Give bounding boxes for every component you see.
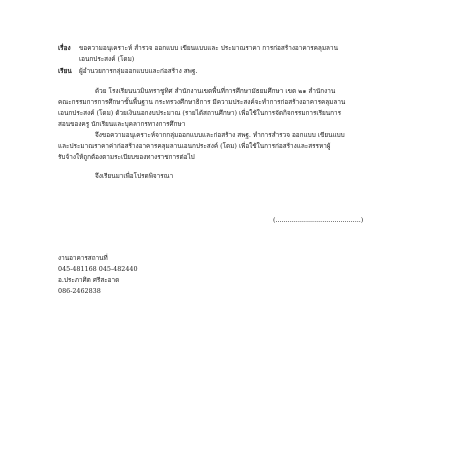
subject-label: เรื่อง bbox=[58, 44, 71, 52]
office-phone: 045-481168 045-482440 bbox=[58, 265, 138, 273]
paragraph-line: สอนของครู นักเรียนและบุคลากรทางการศึกษา bbox=[58, 120, 186, 128]
contact-phone: 086-2462838 bbox=[58, 287, 101, 295]
contact-name: อ.ประภาศิต ศรีสะอาด bbox=[58, 276, 120, 284]
subject-text: ขอความอนุเคราะห์ สำรวจ ออกแบบ เขียนแบบและ ประมาณราคา การก่อสร้างอาคารคลุมลาน bbox=[79, 44, 338, 52]
paragraph-line: เอนกประสงค์ (โดม) ด้วยเงินนอกงบประมาณ (รายได้สถานศึกษา) เพื่อใช้ในการจัดกิจกรรมการเรียนการ bbox=[58, 109, 342, 117]
paragraph-line: จึงขอความอนุเคราะห์จากกลุ่มออกแบบและก่อสร้าง สพฐ. ทำการสำรวจ ออกแบบ เขียนแบบ bbox=[95, 131, 345, 139]
office-name: งานอาคารสถานที่ bbox=[58, 254, 108, 262]
subject-text-cont: เอนกประสงค์ (โดม) bbox=[79, 55, 135, 63]
closing-line: จึงเรียนมาเพื่อโปรดพิจารณา bbox=[95, 172, 174, 180]
to-text: ผู้อำนวยการกลุ่มออกแบบและก่อสร้าง สพฐ. bbox=[79, 67, 198, 75]
paragraph-line: คณะกรรมการการศึกษาขั้นพื้นฐาน กระทรวงศึกษาธิการ มีความประสงค์จะทำการก่อสร้างอาคารคลุมลาน bbox=[58, 98, 346, 106]
paragraph-line: รับจ้างให้ถูกต้องตามระเบียบของทางราชการต่อไป bbox=[58, 153, 195, 161]
signature-placeholder: (..........................................) bbox=[273, 216, 364, 224]
paragraph-line: และประมาณราคาค่าก่อสร้างอาคารคลุมลานเอนกประสงค์ (โดม) เพื่อใช้ในการก่อสร้างและสรรหาผู้ bbox=[58, 142, 331, 150]
paragraph-line: ด้วย โรงเรียนนวมินทราชูทิศ สำนักงานเขตพื้นที่การศึกษามัธยมศึกษา เขต ๒๑ สำนักงาน bbox=[95, 87, 336, 95]
to-label: เรียน bbox=[58, 67, 72, 75]
